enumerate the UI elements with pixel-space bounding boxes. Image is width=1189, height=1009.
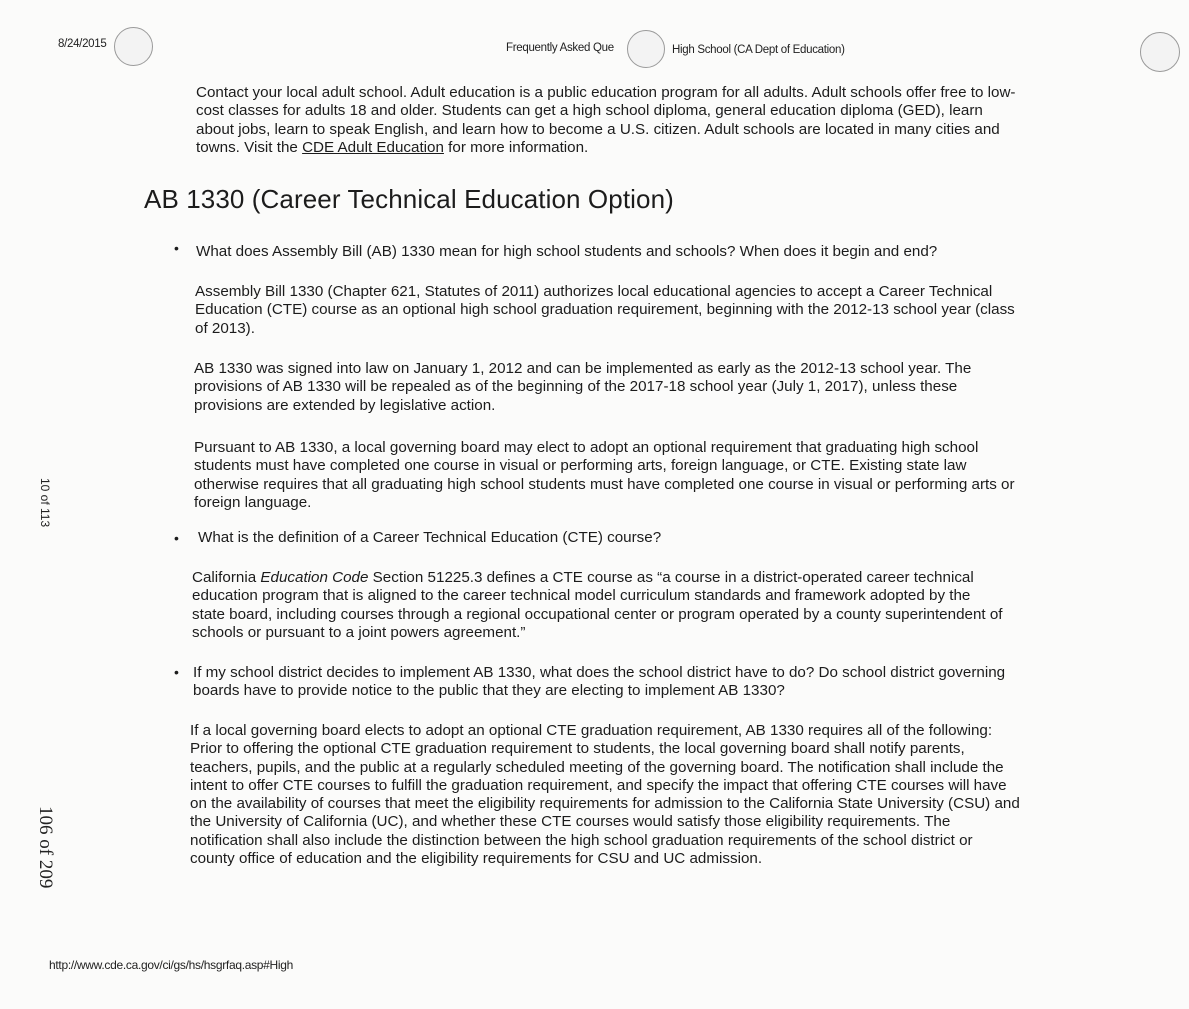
faq-answer-prefix: California bbox=[192, 569, 261, 586]
punch-hole bbox=[114, 27, 153, 66]
intro-text-end: for more information. bbox=[443, 138, 589, 156]
punch-hole bbox=[627, 30, 665, 68]
header-title-right: High School (CA Dept of Education) bbox=[672, 44, 845, 56]
faq-answer bbox=[192, 569, 1007, 642]
margin-page-number-large: 106 of 209 bbox=[35, 806, 56, 889]
faq-answer: Assembly Bill 1330 (Chapter 621, Statutes of 2011) authorizes local educational agencies to accept a Career Technical Education (CTE) course as an optional high school graduation requirement, beginning with the 2012-13 school year (class of 2013). bbox=[195, 283, 1015, 337]
bullet-icon: • bbox=[174, 530, 179, 546]
footer-url: http://www.cde.ca.gov/ci/gs/hs/hsgrfaq.asp#High bbox=[49, 958, 294, 972]
bullet-icon: • bbox=[174, 240, 179, 256]
intro-paragraph bbox=[196, 84, 1016, 157]
margin-page-number-small: 10 of 113 bbox=[38, 478, 52, 528]
intro-text: Contact your local adult school. Adult education is a public education program for all adults. Adult schools offer free to low-cost classes for adults 18 and older. Students can get a high school diploma, general education diploma (GED), learn about jobs, learn to speak English, and learn how to become a U.S. citizen. Adult schools are located in many cities and towns. Visit the bbox=[196, 84, 1016, 156]
faq-answer: AB 1330 was signed into law on January 1, 2012 and can be implemented as early as the 2012-13 school year. The provisions of AB 1330 will be repealed as of the beginning of the 2017-18 school year (July 1, 2017), unless these provisions are extended by legislative action. bbox=[194, 360, 972, 414]
faq-answer: If a local governing board elects to adopt an optional CTE graduation requirement, AB 1330 requires all of the following: Prior to offering the optional CTE graduation requirement to students, the local governing board shall notify parents, teachers, pupils, and the public at a regularly scheduled meeting of the governing board. The notification shall include the intent to offer CTE courses to fulfill the graduation requirement, and specify the impact that offering CTE courses will have on the availability of courses that meet the eligibility requirements for admission to the California State University (CSU) and the University of California (UC), and whether these CTE courses would satisfy those eligibility requirements. The notification shall also include the distinction between the high school graduation requirements of the school district or county office of education and the eligibility requirements for CSU and UC admission. bbox=[190, 722, 1020, 868]
print-date: 8/24/2015 bbox=[58, 38, 107, 50]
faq-question: What does Assembly Bill (AB) 1330 mean for high school students and schools? When does it begin and end? bbox=[196, 243, 938, 260]
bullet-icon: • bbox=[174, 664, 179, 680]
header-title-left: Frequently Asked Que bbox=[506, 42, 614, 54]
faq-answer-italic: Education Code bbox=[260, 569, 369, 586]
faq-answer-rest: Section 51225.3 defines a CTE course as “a course in a district-operated career technical education program that is aligned to the career technical model curriculum standards and framework adopted by the state board, including courses through a regional occupational center or program operated by a county superintendent of schools or pursuant to a joint powers agreement.” bbox=[192, 569, 1003, 641]
punch-hole bbox=[1140, 32, 1180, 72]
faq-answer: Pursuant to AB 1330, a local governing board may elect to adopt an optional requirement that graduating high school students must have completed one course in visual or performing arts, foreign language, or CTE. Existing state law otherwise requires that all graduating high school students must have completed one course in visual or performing arts or foreign language. bbox=[194, 439, 1015, 511]
cde-adult-education-link[interactable]: CDE Adult Education bbox=[302, 138, 444, 156]
section-heading: AB 1330 (Career Technical Education Option) bbox=[144, 184, 674, 214]
faq-question: If my school district decides to implement AB 1330, what does the school district have to do? Do school district governing boards have to provide notice to the public that they are electing to implement AB 1330? bbox=[193, 664, 1006, 700]
faq-question: What is the definition of a Career Technical Education (CTE) course? bbox=[198, 529, 662, 546]
